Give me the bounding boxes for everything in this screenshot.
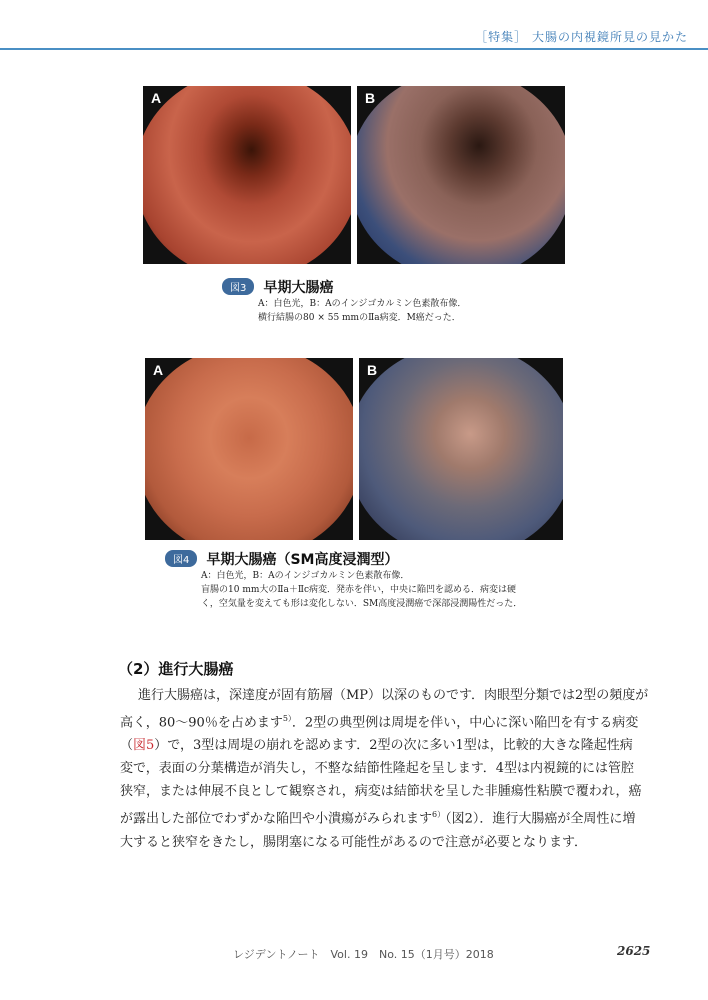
figure4-panel-b xyxy=(359,358,563,540)
figure4-panel-a xyxy=(145,358,353,540)
body-line: 変で，表面の分葉構造が消失し，不整な結節性隆起を呈します．4型は内視鏡的には管腔 xyxy=(120,761,634,777)
figure3-title: 早期大腸癌 xyxy=(263,279,334,296)
figure3-panel-a xyxy=(143,86,351,264)
footer-journal: レジデントノート Vol. 19 No. 15（1月号）2018 xyxy=(233,948,494,961)
header-title: ［特集］ 大腸の内視鏡所見の見かた xyxy=(475,30,688,44)
figure4-panel-b-label: B xyxy=(367,362,378,378)
section-heading: （2）進行大腸癌 xyxy=(118,660,234,678)
body-line: 高く，80～90％を占めます$^{5)}$．2型の典型例は周堤を伴い，中心に深い陥凹を有する病変 xyxy=(120,714,639,731)
figure3-caption-text: A：白色光，B：Aのインジゴカルミン色素散布像． 横行結腸の80 × 55 mmのⅡa病変．M癌だった． xyxy=(258,298,467,323)
body-paragraph xyxy=(120,684,658,854)
figure3-panel-b xyxy=(357,86,565,264)
figure3-badge: 図3 xyxy=(222,278,254,295)
figure4-panel-a-label: A xyxy=(153,362,164,378)
body-line: （図5）で，3型は周堤の崩れを認めます．2型の次に多い1型は，比較的大きな隆起性病 xyxy=(120,738,633,754)
figure4-badge: 図4 xyxy=(165,550,197,567)
page-number: 2625 xyxy=(617,944,651,958)
body-line: 大すると狭窄をきたし，腸閉塞になる可能性があるので注意が必要となります． xyxy=(120,834,587,850)
figure5-reference[interactable]: 図5 xyxy=(133,738,155,754)
figure4-title: 早期大腸癌（SM高度浸潤型） xyxy=(206,551,399,568)
figure4-caption-text: A：白色光，B：Aのインジゴカルミン色素散布像． 盲腸の10 mm大のⅡa＋Ⅱc病変．発赤を伴い，中央に陥凹を認める．病変は硬 く，空気量を変えても形は変化しない．SM高度浸潤癌で深部浸潤陽性だった． xyxy=(201,570,523,609)
header-rule xyxy=(0,48,708,50)
body-line: 進行大腸癌は，深達度が固有筋層（MP）以深のものです．肉眼型分類では2型の頻度が xyxy=(138,688,649,703)
figure3-panel-b-label: B xyxy=(365,90,376,106)
figure4-caption xyxy=(165,548,522,611)
figure3-caption xyxy=(222,276,466,325)
figure3-panel-a-label: A xyxy=(151,90,162,106)
body-line: 狭窄，または伸展不良として観察され，病変は結節状を呈した非腫瘍性粘膜で覆われ，癌 xyxy=(120,784,642,800)
body-line: が露出した部位でわずかな陥凹や小潰瘍がみられます$^{6)}$（図2）．進行大腸癌が全周性に増 xyxy=(120,810,636,827)
